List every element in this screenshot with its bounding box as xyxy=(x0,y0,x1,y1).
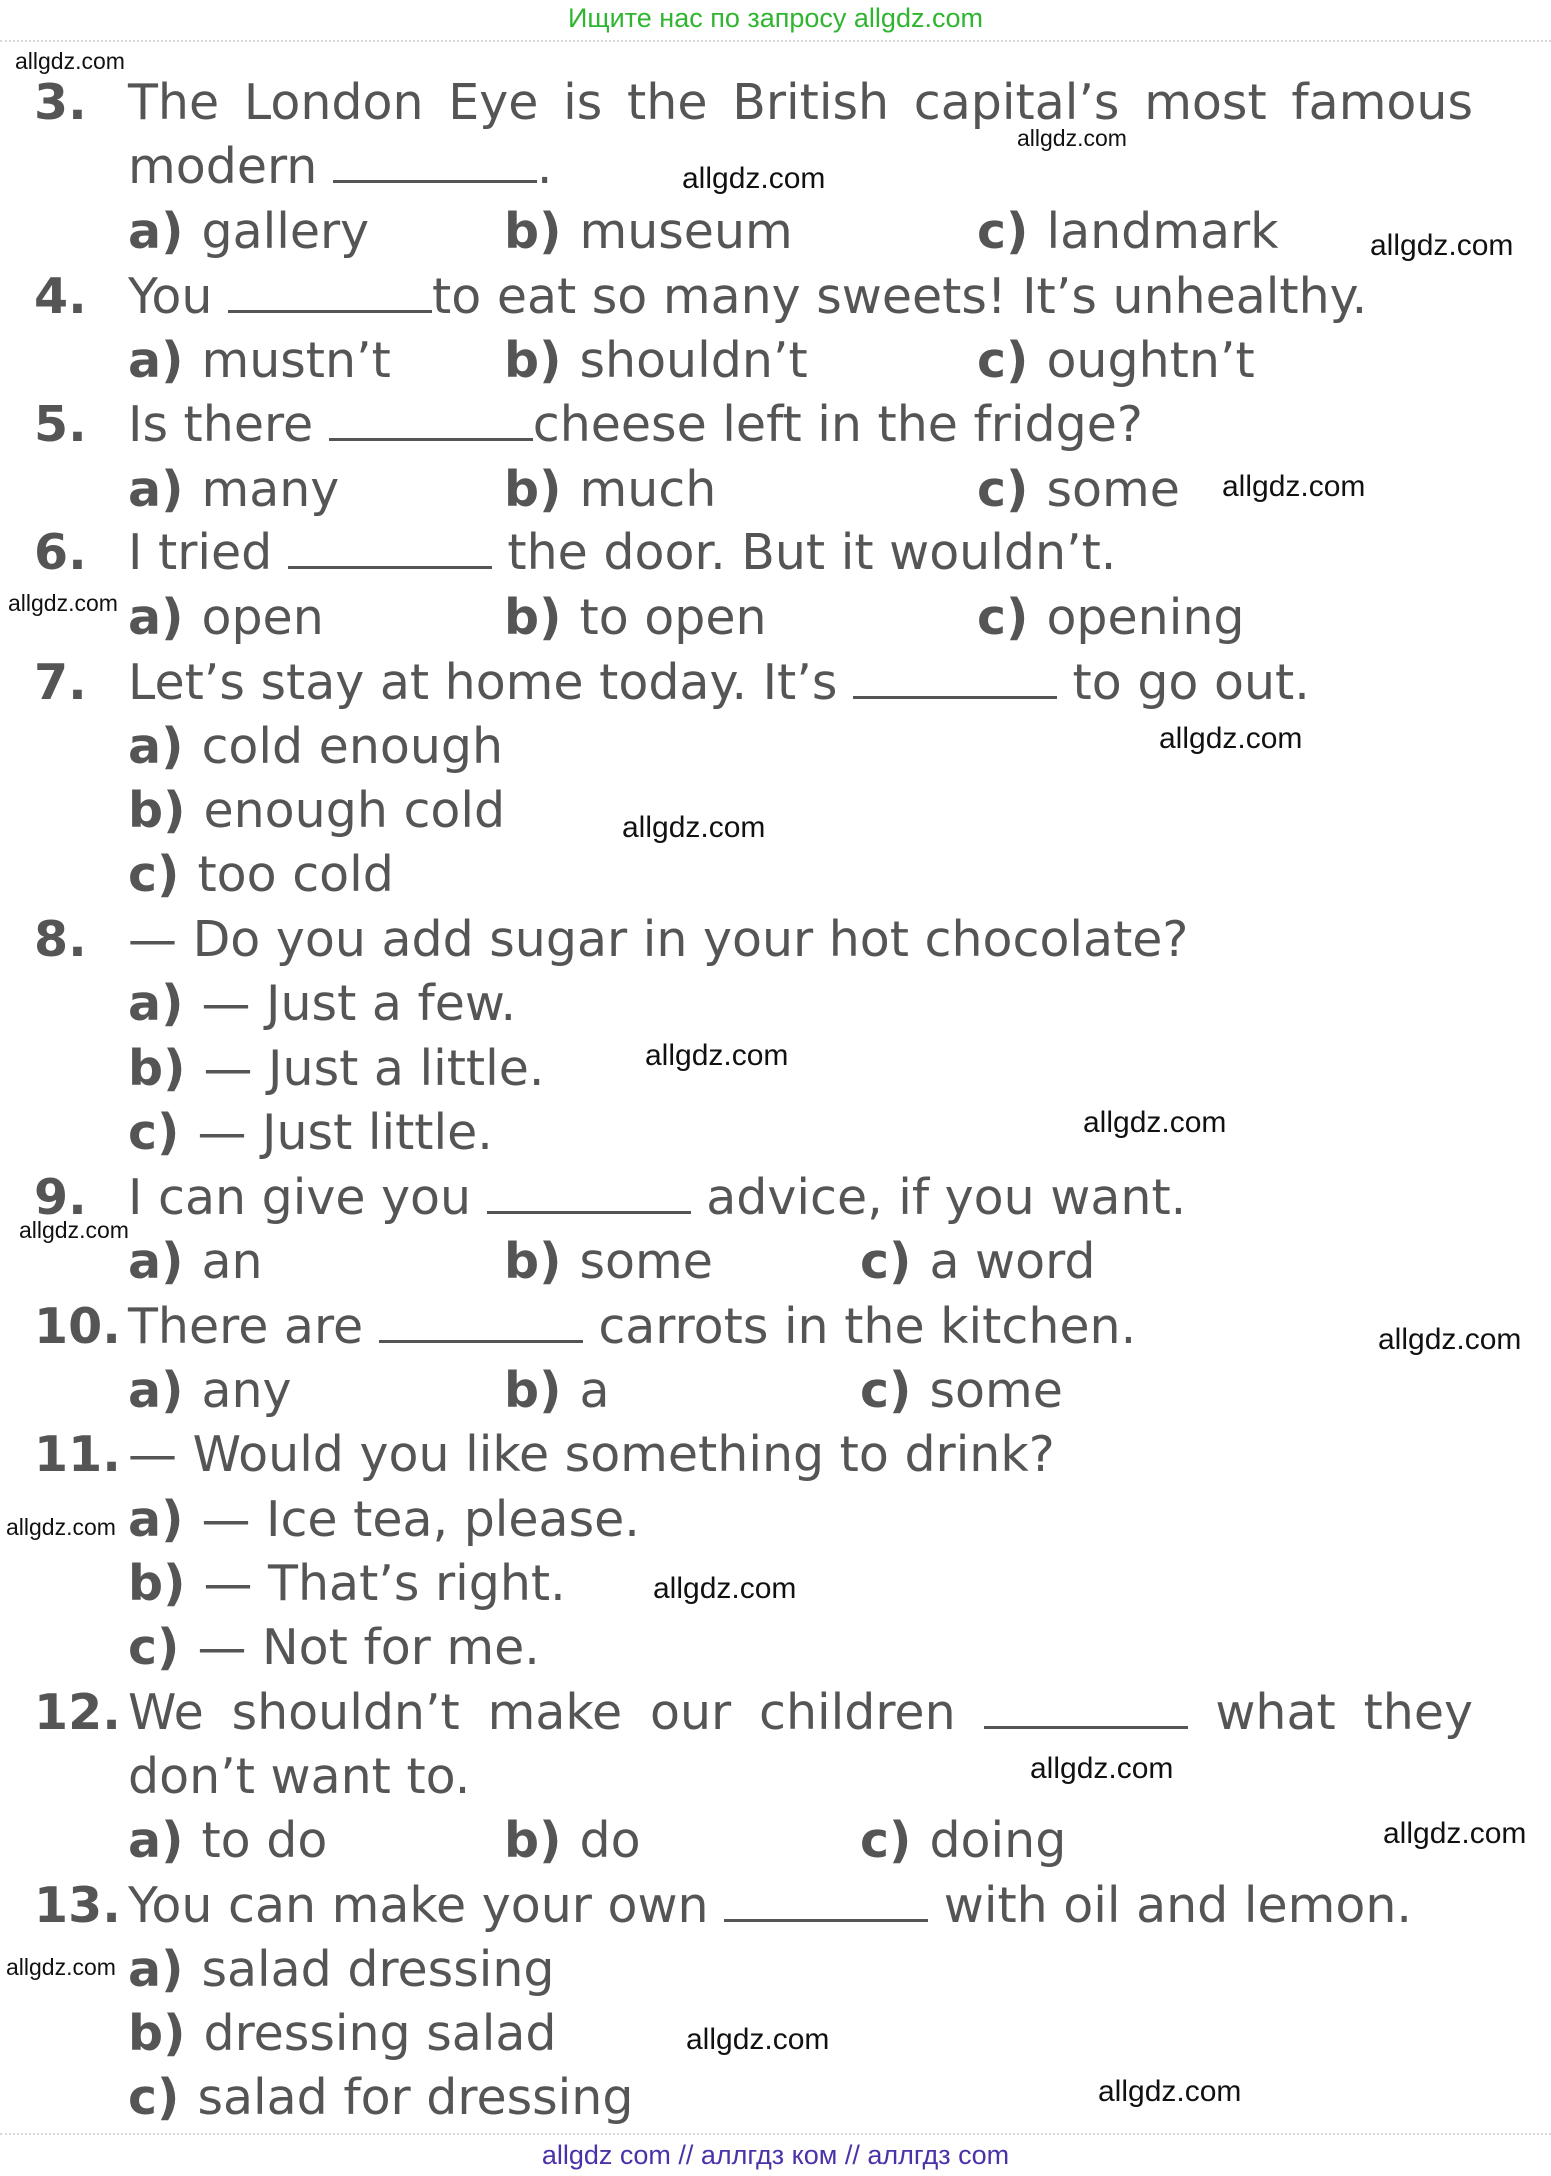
question-11-option-c[interactable] xyxy=(128,1618,540,1678)
question-8-option-b[interactable] xyxy=(128,1039,544,1099)
option-letter: a) xyxy=(128,1941,184,1998)
question-5-option-a[interactable] xyxy=(128,460,339,520)
question-6-text xyxy=(128,523,1473,583)
question-9-option-b[interactable] xyxy=(504,1232,713,1292)
question-10-option-a[interactable] xyxy=(128,1361,292,1421)
question-13-option-a[interactable] xyxy=(128,1940,555,2000)
question-12-text-line2: don’t want to. xyxy=(128,1748,471,1805)
answer-blank xyxy=(487,1171,691,1214)
option-letter: b) xyxy=(504,1362,562,1419)
question-7-option-b[interactable] xyxy=(128,781,505,841)
question-4-number: 4. xyxy=(34,268,87,325)
watermark: allgdz.com xyxy=(653,1572,797,1605)
option-letter: c) xyxy=(128,2069,180,2126)
option-text: cold enough xyxy=(201,718,504,775)
option-letter: c) xyxy=(128,846,180,903)
answer-blank xyxy=(333,140,537,183)
option-text: too cold xyxy=(197,846,394,903)
question-4-text-part: You xyxy=(128,268,213,325)
question-10-number: 10. xyxy=(34,1298,121,1355)
option-letter: b) xyxy=(128,782,186,839)
watermark: allgdz.com xyxy=(1098,2075,1242,2108)
option-letter: a) xyxy=(128,1233,184,1290)
question-5-option-b[interactable] xyxy=(504,460,716,520)
option-letter: b) xyxy=(128,1040,186,1097)
answer-blank xyxy=(984,1686,1188,1729)
watermark: allgdz.com xyxy=(686,2023,830,2056)
answer-blank xyxy=(379,1300,583,1343)
option-text: an xyxy=(201,1233,263,1290)
answer-blank xyxy=(853,656,1057,699)
option-text: open xyxy=(201,589,324,646)
watermark: allgdz.com xyxy=(1383,1817,1527,1850)
option-text: some xyxy=(929,1362,1063,1419)
option-text: dressing salad xyxy=(203,2005,557,2062)
question-5-text xyxy=(128,395,1473,455)
option-letter: b) xyxy=(504,589,562,646)
option-letter: a) xyxy=(128,203,184,260)
option-text: doing xyxy=(929,1812,1067,1869)
question-5-text-part: cheese left in the fridge? xyxy=(532,396,1143,453)
answer-blank xyxy=(228,270,432,313)
watermark: allgdz.com xyxy=(1017,125,1127,151)
question-5-number: 5. xyxy=(34,396,87,453)
question-5-text-part: Is there xyxy=(128,396,314,453)
option-letter: c) xyxy=(977,461,1029,518)
question-6-text-part: the door. But it wouldn’t. xyxy=(507,524,1117,581)
question-9-option-c[interactable] xyxy=(860,1232,1096,1292)
question-9-text-part: advice, if you want. xyxy=(706,1169,1187,1226)
watermark: allgdz.com xyxy=(6,1954,116,1980)
question-10-text xyxy=(128,1297,1473,1357)
watermark: allgdz.com xyxy=(8,590,118,616)
option-text: landmark xyxy=(1046,203,1279,260)
question-10-option-b[interactable] xyxy=(504,1361,610,1421)
option-text: — Not for me. xyxy=(197,1619,540,1676)
watermark: allgdz.com xyxy=(19,1217,129,1243)
question-4-option-c[interactable] xyxy=(977,331,1255,391)
question-8-option-a[interactable] xyxy=(128,974,516,1034)
question-10-text-part: carrots in the kitchen. xyxy=(598,1298,1137,1355)
option-letter: a) xyxy=(128,461,184,518)
option-text: much xyxy=(579,461,717,518)
option-letter: c) xyxy=(977,203,1029,260)
question-12-text-line1 xyxy=(128,1683,1473,1743)
question-12-option-c[interactable] xyxy=(860,1811,1066,1871)
option-text: — Ice tea, please. xyxy=(201,1491,640,1548)
option-letter: c) xyxy=(860,1362,912,1419)
question-9-text xyxy=(128,1168,1473,1228)
option-letter: a) xyxy=(128,1491,184,1548)
option-letter: c) xyxy=(128,1104,180,1161)
question-7-number: 7. xyxy=(34,654,87,711)
watermark: allgdz.com xyxy=(1159,722,1303,755)
question-13-text-part: with oil and lemon. xyxy=(943,1877,1412,1934)
question-8-option-c[interactable] xyxy=(128,1103,493,1163)
option-text: — Just a few. xyxy=(201,975,517,1032)
question-7-text-part: to go out. xyxy=(1072,654,1310,711)
option-text: salad dressing xyxy=(201,1941,555,1998)
question-11-option-b[interactable] xyxy=(128,1554,566,1614)
option-text: oughtn’t xyxy=(1046,332,1255,389)
question-4-text xyxy=(128,267,1473,327)
option-text: mustn’t xyxy=(201,332,391,389)
watermark: allgdz.com xyxy=(1370,229,1514,262)
option-letter: a) xyxy=(128,332,184,389)
question-11-number: 11. xyxy=(34,1426,121,1483)
option-letter: a) xyxy=(128,1812,184,1869)
option-text: to do xyxy=(201,1812,328,1869)
question-7-option-c[interactable] xyxy=(128,845,394,905)
option-text: to open xyxy=(579,589,767,646)
question-6-number: 6. xyxy=(34,524,87,581)
watermark: allgdz.com xyxy=(1083,1106,1227,1139)
answer-blank xyxy=(724,1879,928,1922)
question-9-text-part: I can give you xyxy=(128,1169,472,1226)
option-text: salad for dressing xyxy=(197,2069,634,2126)
option-letter: a) xyxy=(128,718,184,775)
option-letter: c) xyxy=(860,1812,912,1869)
question-6-option-b[interactable] xyxy=(504,588,767,648)
question-12-option-a[interactable] xyxy=(128,1811,327,1871)
option-letter: b) xyxy=(128,2005,186,2062)
option-letter: b) xyxy=(504,203,562,260)
watermark: allgdz.com xyxy=(6,1514,116,1540)
option-text: — Just a little. xyxy=(203,1040,545,1097)
option-letter: c) xyxy=(977,332,1029,389)
option-text: shouldn’t xyxy=(579,332,808,389)
question-13-option-b[interactable] xyxy=(128,2004,557,2064)
question-11-option-a[interactable] xyxy=(128,1490,640,1550)
option-letter: b) xyxy=(128,1555,186,1612)
question-3-option-b[interactable] xyxy=(504,202,793,262)
question-8-text: — Do you add sugar in your hot chocolate? xyxy=(128,911,1189,968)
question-10-option-c[interactable] xyxy=(860,1361,1063,1421)
option-letter: b) xyxy=(504,1233,562,1290)
question-4-option-b[interactable] xyxy=(504,331,808,391)
watermark: allgdz.com xyxy=(15,48,125,74)
question-13-number: 13. xyxy=(34,1877,121,1934)
question-9-option-a[interactable] xyxy=(128,1232,263,1292)
watermark: allgdz.com xyxy=(1378,1323,1522,1356)
option-text: — That’s right. xyxy=(203,1555,566,1612)
question-12-number: 12. xyxy=(34,1684,121,1741)
question-6-option-a[interactable] xyxy=(128,588,324,648)
option-text: enough cold xyxy=(203,782,506,839)
question-12-text-part: We shouldn’t make our children xyxy=(128,1684,956,1741)
question-8-number: 8. xyxy=(34,911,87,968)
bottom-footer[interactable]: allgdz com // аллгдз ком // аллгдз com xyxy=(0,2133,1551,2176)
question-7-text xyxy=(128,653,1473,713)
question-12-text-part: what they xyxy=(1215,1684,1473,1741)
question-9-number: 9. xyxy=(34,1169,87,1226)
question-13-text-part: You can make your own xyxy=(128,1877,709,1934)
option-letter: c) xyxy=(977,589,1029,646)
option-text: some xyxy=(579,1233,713,1290)
watermark: allgdz.com xyxy=(1030,1752,1174,1785)
question-13-text xyxy=(128,1876,1473,1936)
option-letter: b) xyxy=(504,461,562,518)
option-letter: b) xyxy=(504,1812,562,1869)
question-4-text-part: to eat so many sweets! It’s unhealthy. xyxy=(432,268,1368,325)
question-5-option-c[interactable] xyxy=(977,460,1180,520)
option-letter: a) xyxy=(128,975,184,1032)
question-3-number: 3. xyxy=(34,74,87,131)
answer-blank xyxy=(329,398,533,441)
question-3-text-part: modern xyxy=(128,138,318,195)
question-4-option-a[interactable] xyxy=(128,331,391,391)
question-6-text-part: I tried xyxy=(128,524,273,581)
watermark: allgdz.com xyxy=(1222,470,1366,503)
question-6-option-c[interactable] xyxy=(977,588,1245,648)
option-text: opening xyxy=(1046,589,1245,646)
question-7-option-a[interactable] xyxy=(128,717,503,777)
option-letter: a) xyxy=(128,1362,184,1419)
question-3-text-line1: The London Eye is the British capital’s most famous xyxy=(128,74,1473,131)
option-letter: b) xyxy=(504,332,562,389)
option-text: some xyxy=(1046,461,1180,518)
question-12-option-b[interactable] xyxy=(504,1811,641,1871)
watermark: allgdz.com xyxy=(622,811,766,844)
top-banner[interactable]: Ищите нас по запросу allgdz.com xyxy=(0,0,1551,42)
option-letter: c) xyxy=(128,1619,180,1676)
question-7-text-part: Let’s stay at home today. It’s xyxy=(128,654,838,711)
option-text: museum xyxy=(579,203,793,260)
answer-blank xyxy=(288,526,492,569)
option-text: gallery xyxy=(201,203,370,260)
option-text: many xyxy=(201,461,340,518)
option-letter: c) xyxy=(860,1233,912,1290)
watermark: allgdz.com xyxy=(645,1039,789,1072)
option-text: do xyxy=(579,1812,641,1869)
question-10-text-part: There are xyxy=(128,1298,364,1355)
option-letter: a) xyxy=(128,589,184,646)
option-text: a word xyxy=(929,1233,1096,1290)
option-text: — Just little. xyxy=(197,1104,493,1161)
question-3-option-a[interactable] xyxy=(128,202,369,262)
option-text: any xyxy=(201,1362,292,1419)
option-text: a xyxy=(579,1362,610,1419)
question-11-text: — Would you like something to drink? xyxy=(128,1426,1055,1483)
watermark: allgdz.com xyxy=(682,162,826,195)
question-3-text-end: . xyxy=(536,138,553,195)
question-13-option-c[interactable] xyxy=(128,2068,633,2128)
question-3-option-c[interactable] xyxy=(977,202,1279,262)
